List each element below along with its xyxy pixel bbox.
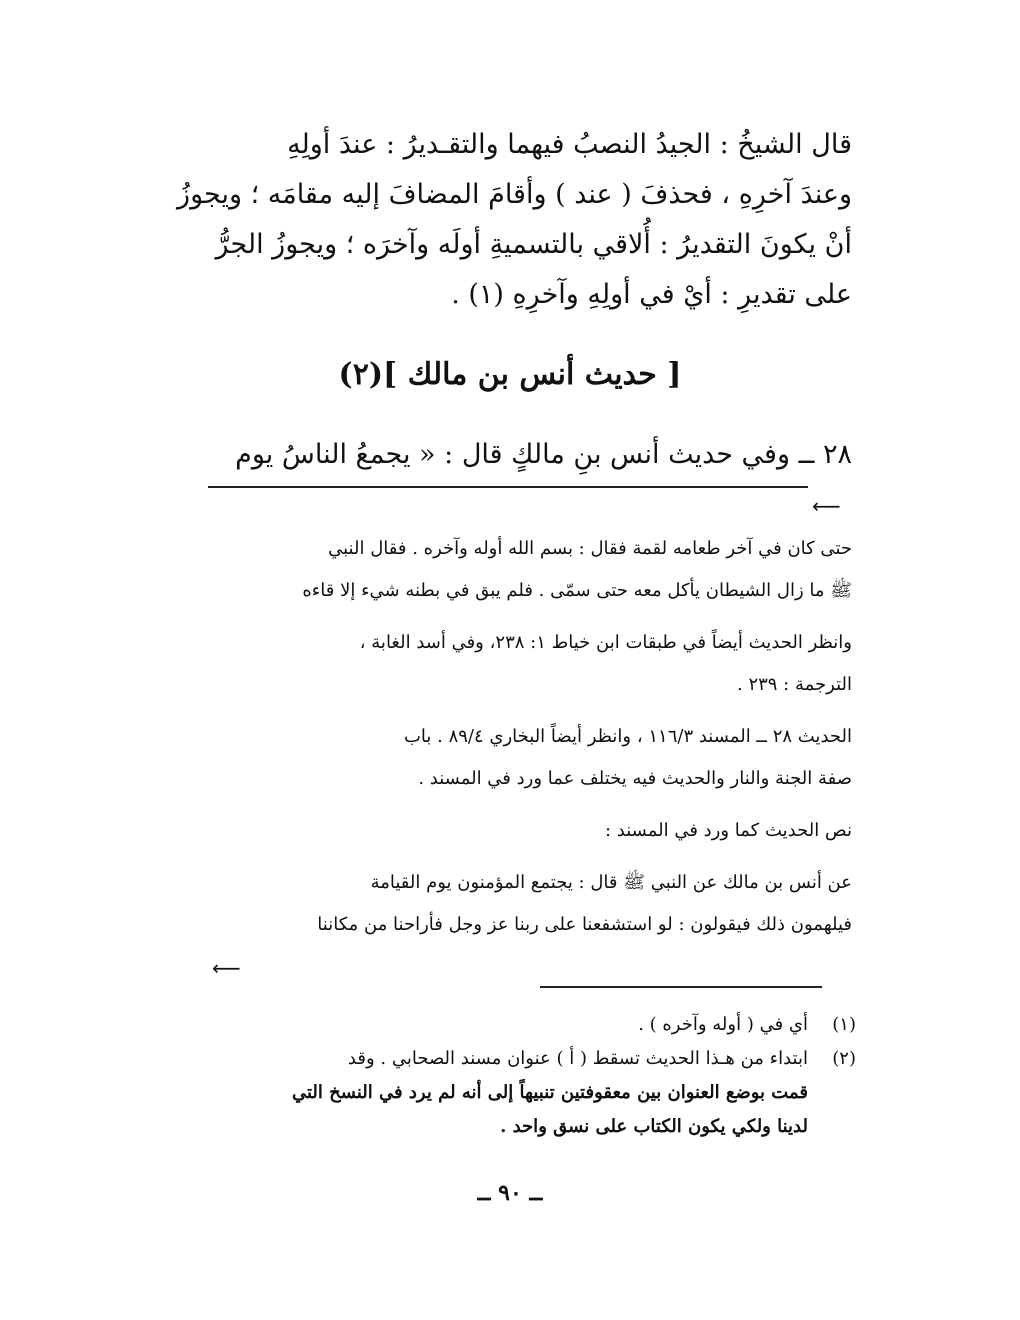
main-text-line: قال الشيخُ : الجيدُ النصبُ فيهما والتقـديرُ : عندَ أولِهِ — [287, 129, 852, 160]
footnote-paragraph — [192, 862, 852, 946]
page-number: ــ ٩٠ ــ — [477, 1180, 543, 1206]
footnote-line: عن أنس بن مالك عن النبي ﷺ قال : يجتمع المؤمنون يوم القيامة — [370, 872, 852, 893]
footnote-paragraph — [192, 622, 852, 706]
note-line: أي في ( أوله وآخره ) . — [638, 1014, 808, 1035]
left-arrow-icon: ⟵ — [812, 494, 841, 518]
note-line: ابتداء من هـذا الحديث تسقط ( أ ) عنوان مسند الصحابي . وقد — [347, 1048, 808, 1069]
section-heading: [ حديث أنس بن مالك ](٢) — [338, 357, 682, 392]
note-line: قمت بوضع العنوان بين معقوفتين تنبيهاً إلى أنه لم يرد في النسخ التي — [292, 1082, 808, 1103]
note-number: (٢) — [832, 1048, 856, 1069]
note-number: (١) — [832, 1014, 856, 1035]
main-text — [152, 120, 852, 320]
main-text-line: أنْ يكونَ التقديرُ : أُلاقي بالتسميةِ أولَه وآخرَه ؛ ويجوزُ الجرُّ — [215, 229, 852, 260]
footnote-paragraph — [192, 528, 852, 612]
footnote-text — [192, 528, 852, 956]
footnote-line: فيلهمون ذلك فيقولون : لو استشفعنا على ربنا عز وجل فأراحنا من مكاننا — [317, 914, 852, 935]
top-rule — [208, 486, 808, 488]
notes-rule — [540, 986, 822, 988]
hadith-line: ٢٨ ــ وفي حديث أنس بنِ مالكٍ قال : « يجمعُ الناسُ يوم — [235, 439, 852, 470]
main-text-line: وعندَ آخرِهِ ، فحذفَ ( عند ) وأقامَ المضافَ إليه مقامَه ؛ ويجوزُ — [177, 179, 852, 210]
note-line: لدينا ولكي يكون الكتاب على نسق واحد . — [500, 1116, 808, 1137]
footnote-line: نص الحديث كما ورد في المسند : — [605, 820, 852, 841]
note-item — [196, 1008, 856, 1042]
footnote-paragraph — [192, 810, 852, 852]
left-arrow-icon: ⟵ — [212, 956, 241, 980]
footnote-line: وانظر الحديث أيضاً في طبقات ابن خياط ١: ٢٣٨، وفي أسد الغابة ، — [359, 632, 852, 653]
footnote-line: صفة الجنة والنار والحديث فيه يختلف عما ورد في المسند . — [418, 768, 852, 789]
footnote-line: الترجمة : ٢٣٩ . — [736, 674, 852, 695]
note-body — [638, 1008, 808, 1042]
notes — [196, 1008, 856, 1144]
footnote-line: الحديث ٢٨ ــ المسند ١١٦/٣ ، وانظر أيضاً البخاري ٨٩/٤ . باب — [403, 726, 852, 747]
note-item — [196, 1042, 856, 1144]
footnote-line: حتى كان في آخر طعامه لقمة فقال : بسم الله أوله وآخره . فقال النبي — [328, 538, 852, 559]
footnote-line: ﷺ ما زال الشيطان يأكل معه حتى سمّى . فلم يبق في بطنه شيء إلا قاءه — [302, 580, 852, 601]
main-text-line: على تقديرِ : أيْ في أولِهِ وآخرِهِ (١) . — [451, 279, 852, 310]
footnote-paragraph — [192, 716, 852, 800]
note-body — [292, 1042, 808, 1144]
